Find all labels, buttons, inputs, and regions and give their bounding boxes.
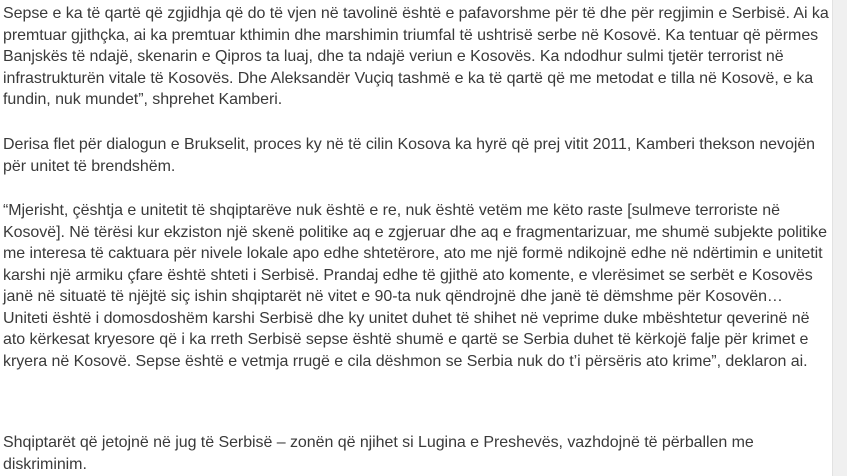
article-paragraph-1: Sepse e ka të qartë që zgjidhja që do të vjen në tavolinë është e pafavorshme për të dhe për regjimin e Serbisë. Ai ka premtuar gjithçka, ai ka premtuar kthimin dhe marshimin triumfal të ushtrisë serbe në Kosovë. Ka tentuar që përmes Banjskës të ndajë, skenarin e Qipros ta luaj, dhe ta ndajë veriun e Kosovës. Ka ndodhur sulmi tjetër terrorist në infrastrukturën vitale të Kosovës. Dhe Aleksandër Vuçiq tashmë e ka të qartë që me metodat e tilla në Kosovë, e ka fundin, nuk mundet”, shprehet Kamberi. [3, 5, 829, 108]
article-paragraph-4: Shqiptarët që jetojnë në jug të Serbisë – zonën që njihet si Lugina e Preshevës, vazhdojnë të përballen me diskriminim. [3, 434, 754, 473]
article-paragraph-3: “Mjerisht, çështja e unitetit të shqiptarëve nuk është e re, nuk është vetëm me këto raste [sulmeve terroriste në Kosovë]. Në tërësi kur ekziston një skenë politike aq e zgjeruar dhe aq e fragmentarizuar, me shumë subjekte politike me interesa të caktuara për nivele lokale apo edhe shtetërore, ato me një formë ndikojnë edhe në ndërtimin e unitetit karshi një armiku çfare është shteti i Serbisë. Prandaj edhe të gjithë ato komente, e vlerësimet se serbët e Kosovës janë në situatë të njëjtë siç ishin shqiptarët në vitet e 90-ta nuk qëndrojnë dhe janë të dëmshme për Kosovën… Uniteti është i domosdoshëm karshi Serbisë dhe ky unitet duhet të shihet në veprime duke mbështetur qeverinë në ato kërkesat kryesore që i ka rreth Serbisë sepse është shumë e qartë se Serbia duhet të kërkojë falje për krimet e kryera në Kosovë. Sepse është e vetmja rrugë e cila dëshmon se Serbia nuk do t’i përsëris ato krime”, deklaron ai. [3, 202, 827, 370]
article-paragraph-2: Derisa flet për dialogun e Brukselit, proces ky në të cilin Kosova ka hyrë që prej vitit 2011, Kamberi thekson nevojën për unitet të brendshëm. [3, 136, 816, 175]
vertical-scrollbar[interactable] [832, 0, 847, 476]
